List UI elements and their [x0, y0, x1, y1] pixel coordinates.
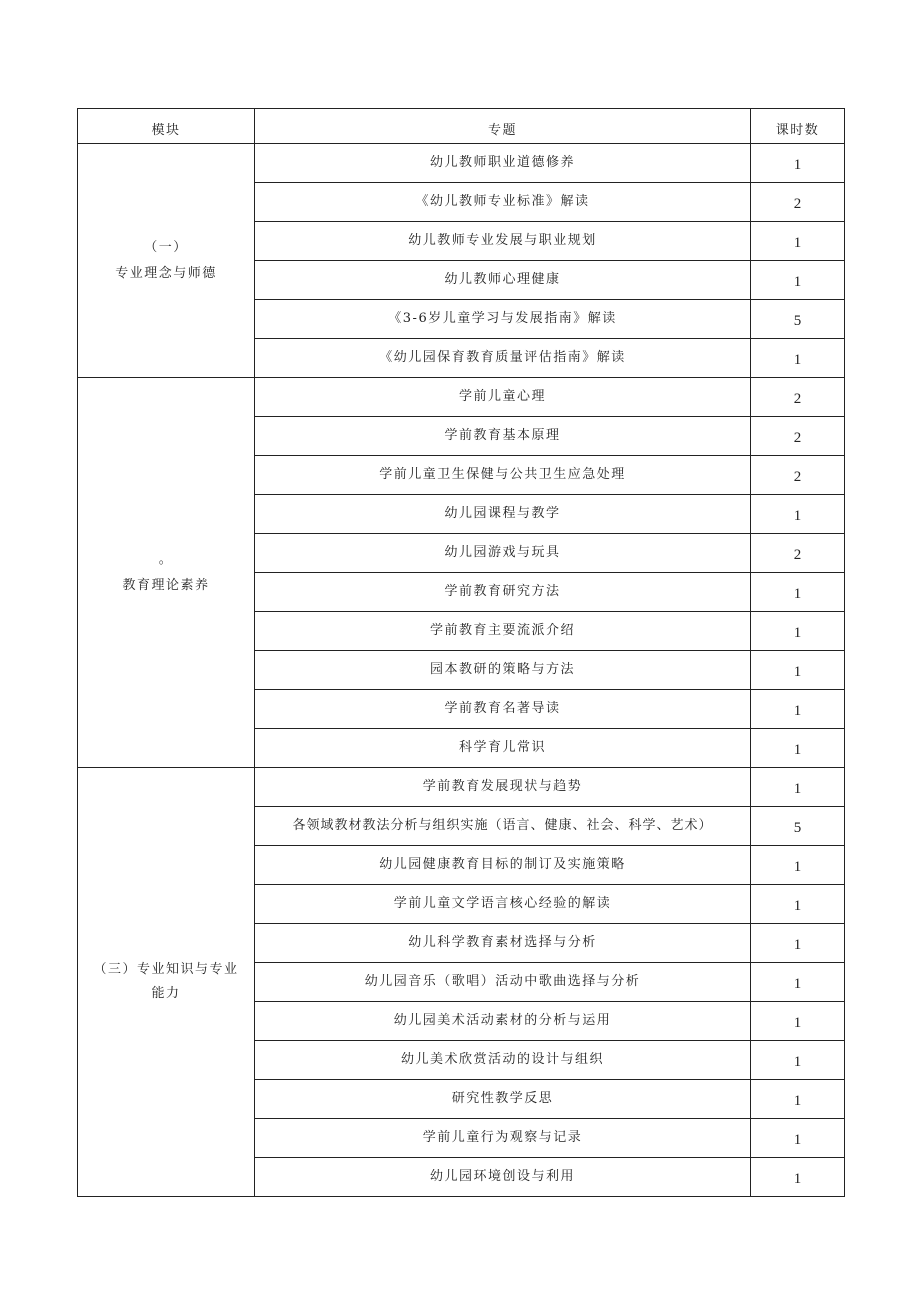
hours-cell: 1 — [751, 690, 845, 729]
hours-cell: 2 — [751, 183, 845, 222]
hours-cell: 1 — [751, 729, 845, 768]
topic-cell: 研究性教学反思 — [255, 1080, 751, 1119]
course-hours-table — [77, 108, 845, 1197]
hours-cell: 1 — [751, 495, 845, 534]
hours-cell: 5 — [751, 807, 845, 846]
hours-cell: 5 — [751, 300, 845, 339]
hours-cell: 1 — [751, 1080, 845, 1119]
header-module: 模块 — [78, 109, 255, 144]
topic-cell: 《幼儿园保育教育质量评估指南》解读 — [255, 339, 751, 378]
hours-cell: 1 — [751, 846, 845, 885]
hours-cell: 1 — [751, 1002, 845, 1041]
topic-cell: 各领域教材教法分析与组织实施（语言、健康、社会、科学、艺术） — [255, 807, 751, 846]
topic-cell: 幼儿园环境创设与利用 — [255, 1158, 751, 1197]
hours-cell: 1 — [751, 1119, 845, 1158]
course-table-container — [77, 108, 844, 1197]
module-3-title: （三）专业知识与专业能力 — [93, 962, 239, 1001]
topic-cell: 幼儿美术欣赏活动的设计与组织 — [255, 1041, 751, 1080]
module-1-number: （一） — [144, 239, 188, 255]
hours-cell: 1 — [751, 768, 845, 807]
topic-cell: 学前儿童卫生保健与公共卫生应急处理 — [255, 456, 751, 495]
hours-cell: 1 — [751, 339, 845, 378]
topic-cell: 幼儿教师职业道德修养 — [255, 144, 751, 183]
topic-cell: 幼儿园游戏与玩具 — [255, 534, 751, 573]
hours-cell: 1 — [751, 144, 845, 183]
topic-cell: 幼儿园美术活动素材的分析与运用 — [255, 1002, 751, 1041]
topic-cell: 学前儿童文学语言核心经验的解读 — [255, 885, 751, 924]
table-header-row — [78, 109, 845, 144]
module-cell-2 — [78, 378, 255, 768]
topic-cell: 幼儿园健康教育目标的制订及实施策略 — [255, 846, 751, 885]
module-1-title: 专业理念与师德 — [115, 265, 217, 281]
topic-cell: 学前教育基本原理 — [255, 417, 751, 456]
topic-cell: 学前儿童行为观察与记录 — [255, 1119, 751, 1158]
module-2-marker: 。 — [158, 551, 174, 567]
header-topic: 专题 — [255, 109, 751, 144]
topic-cell: 幼儿园课程与教学 — [255, 495, 751, 534]
topic-cell: 园本教研的策略与方法 — [255, 651, 751, 690]
hours-cell: 1 — [751, 924, 845, 963]
hours-cell: 1 — [751, 651, 845, 690]
hours-cell: 1 — [751, 222, 845, 261]
module-2-title: 教育理论素养 — [122, 577, 210, 593]
topic-cell: 幼儿科学教育素材选择与分析 — [255, 924, 751, 963]
topic-cell: 科学育儿常识 — [255, 729, 751, 768]
header-hours: 课时数 — [751, 109, 845, 144]
module-cell-1 — [78, 144, 255, 378]
hours-cell: 1 — [751, 573, 845, 612]
hours-cell: 2 — [751, 534, 845, 573]
topic-cell: 《3-6岁儿童学习与发展指南》解读 — [255, 300, 751, 339]
hours-cell: 2 — [751, 456, 845, 495]
topic-cell: 幼儿教师专业发展与职业规划 — [255, 222, 751, 261]
hours-cell: 1 — [751, 1158, 845, 1197]
hours-cell: 1 — [751, 612, 845, 651]
topic-cell: 学前儿童心理 — [255, 378, 751, 417]
topic-cell: 幼儿园音乐（歌唱）活动中歌曲选择与分析 — [255, 963, 751, 1002]
hours-cell: 2 — [751, 417, 845, 456]
hours-cell: 1 — [751, 963, 845, 1002]
hours-cell: 1 — [751, 261, 845, 300]
topic-cell: 幼儿教师心理健康 — [255, 261, 751, 300]
module-cell-3 — [78, 768, 255, 1197]
hours-cell: 1 — [751, 885, 845, 924]
topic-cell: 《幼儿教师专业标准》解读 — [255, 183, 751, 222]
table-row — [78, 378, 845, 417]
table-row — [78, 144, 845, 183]
hours-cell: 1 — [751, 1041, 845, 1080]
table-row — [78, 768, 845, 807]
topic-cell: 学前教育研究方法 — [255, 573, 751, 612]
topic-cell: 学前教育发展现状与趋势 — [255, 768, 751, 807]
topic-cell: 学前教育名著导读 — [255, 690, 751, 729]
topic-cell: 学前教育主要流派介绍 — [255, 612, 751, 651]
hours-cell: 2 — [751, 378, 845, 417]
